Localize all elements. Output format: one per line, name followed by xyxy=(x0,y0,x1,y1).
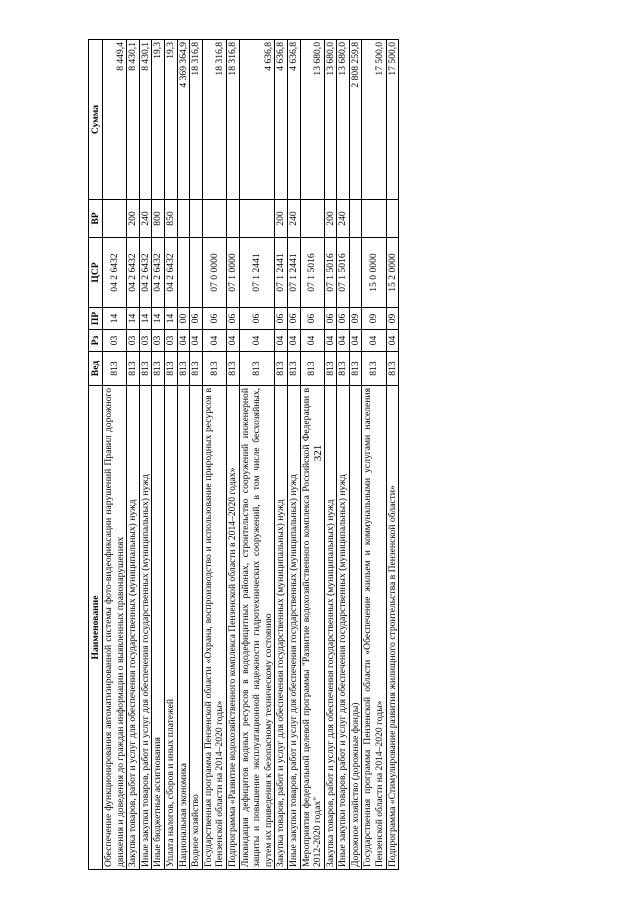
row-pr: 09 xyxy=(362,308,386,330)
row-pr: 14 xyxy=(139,308,152,330)
row-vr: 800 xyxy=(152,200,165,238)
row-pr: 06 xyxy=(337,308,350,330)
header-ved: Вед xyxy=(89,352,103,386)
row-sum: 18 316,8 xyxy=(202,40,226,200)
row-pr: 06 xyxy=(226,308,239,330)
row-rz: 04 xyxy=(190,330,203,352)
row-pr: 14 xyxy=(164,308,177,330)
row-ved: 813 xyxy=(324,352,337,386)
row-pr: 06 xyxy=(324,308,337,330)
row-csr xyxy=(190,238,203,308)
row-vr: 200 xyxy=(324,200,337,238)
row-rz: 04 xyxy=(386,330,399,352)
row-pr: 06 xyxy=(190,308,203,330)
row-csr: 07 1 2441 xyxy=(239,238,275,308)
row-csr: 15 2 0000 xyxy=(386,238,399,308)
row-rz: 04 xyxy=(349,330,362,352)
row-rz: 04 xyxy=(362,330,386,352)
row-pr: 09 xyxy=(386,308,399,330)
table-header-row xyxy=(89,40,103,870)
row-rz: 04 xyxy=(226,330,239,352)
header-name: Наименование xyxy=(89,386,103,870)
table-row xyxy=(362,40,386,870)
row-csr: 07 0 0000 xyxy=(202,238,226,308)
table-row xyxy=(103,40,127,870)
row-rz: 04 xyxy=(337,330,350,352)
row-name: Мероприятия федеральной целевой программы "Развитие водохозяйственного комплекса Российской Федерации в 2012-2020 годах" xyxy=(300,386,324,870)
row-ved: 813 xyxy=(349,352,362,386)
row-pr: 06 xyxy=(300,308,324,330)
row-csr: 07 1 2441 xyxy=(287,238,300,308)
row-csr xyxy=(349,238,362,308)
row-rz: 03 xyxy=(164,330,177,352)
table-row xyxy=(177,40,190,870)
table-row xyxy=(164,40,177,870)
row-pr: 09 xyxy=(349,308,362,330)
row-sum: 4 636,8 xyxy=(275,40,288,200)
row-vr xyxy=(226,200,239,238)
row-vr: 200 xyxy=(275,200,288,238)
row-ved: 813 xyxy=(190,352,203,386)
row-ved: 813 xyxy=(164,352,177,386)
row-vr: 240 xyxy=(337,200,350,238)
row-csr: 07 1 0000 xyxy=(226,238,239,308)
header-rz: Рз xyxy=(89,330,103,352)
row-name: Иные закупки товаров, работ и услуг для обеспечения государственных (муниципальных) нужд xyxy=(287,386,300,870)
row-ved: 813 xyxy=(239,352,275,386)
row-name: Ликвидация дефицитов водных ресурсов в вододефицитных районах, строительство сооружений инженерной защиты и повышение эксплуатационной надежности гидротехнических сооружений, в том числе бесхозяйных, путем их приведения к безопасному техническому состоянию xyxy=(239,386,275,870)
row-pr: 14 xyxy=(127,308,140,330)
budget-table xyxy=(88,39,399,870)
row-sum: 13 680,0 xyxy=(324,40,337,200)
row-vr xyxy=(190,200,203,238)
row-sum: 8 430,1 xyxy=(139,40,152,200)
page-number: 321 xyxy=(312,444,324,462)
row-sum: 2 808 259,8 xyxy=(349,40,362,200)
row-sum: 8 449,4 xyxy=(103,40,127,200)
row-ved: 813 xyxy=(386,352,399,386)
row-ved: 813 xyxy=(337,352,350,386)
row-name: Подпрограмма «Стимулирование развития жилищного строительства в Пензенской области» xyxy=(386,386,399,870)
row-ved: 813 xyxy=(152,352,165,386)
row-pr: 14 xyxy=(152,308,165,330)
row-name: Закупка товаров, работ и услуг для обеспечения государственных (муниципальных) нужд xyxy=(275,386,288,870)
row-sum: 4 369 364,9 xyxy=(177,40,190,200)
row-vr xyxy=(349,200,362,238)
row-vr xyxy=(239,200,275,238)
row-ved: 813 xyxy=(103,352,127,386)
row-csr: 07 1 5016 xyxy=(324,238,337,308)
row-name: Закупка товаров, работ и услуг для обеспечения государственных (муниципальных) нужд xyxy=(324,386,337,870)
row-vr xyxy=(300,200,324,238)
row-name: Национальная экономика xyxy=(177,386,190,870)
row-sum: 18 316,8 xyxy=(226,40,239,200)
row-pr: 00 xyxy=(177,308,190,330)
row-vr xyxy=(386,200,399,238)
table-row xyxy=(239,40,275,870)
row-rz: 04 xyxy=(300,330,324,352)
row-rz: 04 xyxy=(202,330,226,352)
row-ved: 813 xyxy=(287,352,300,386)
row-name: Государственная программа Пензенской области «Обеспечение жильем и коммунальными услугами населения Пензенской области на 2014–2020 годы» xyxy=(362,386,386,870)
row-sum: 4 636,8 xyxy=(239,40,275,200)
table-row xyxy=(349,40,362,870)
row-name: Обеспечение функционирования автоматизированной системы фото-видеофиксации нарушений Правил дорожного движения и доведения до граждан информации о выявленных правонарушениях xyxy=(103,386,127,870)
row-name: Водное хозяйство xyxy=(190,386,203,870)
row-rz: 03 xyxy=(103,330,127,352)
row-name: Уплата налогов, сборов и иных платежей xyxy=(164,386,177,870)
table-row xyxy=(324,40,337,870)
row-rz: 03 xyxy=(152,330,165,352)
row-csr: 04 2 6432 xyxy=(164,238,177,308)
row-rz: 04 xyxy=(287,330,300,352)
row-ved: 813 xyxy=(139,352,152,386)
row-csr: 07 1 5016 xyxy=(300,238,324,308)
row-csr: 04 2 6432 xyxy=(139,238,152,308)
row-csr: 15 0 0000 xyxy=(362,238,386,308)
table-body xyxy=(103,40,399,870)
row-pr: 06 xyxy=(239,308,275,330)
row-name: Иные закупки товаров, работ и услуг для обеспечения государственных (муниципальных) нужд xyxy=(139,386,152,870)
row-csr xyxy=(177,238,190,308)
row-csr: 04 2 6432 xyxy=(103,238,127,308)
row-rz: 03 xyxy=(127,330,140,352)
row-name: Дорожное хозяйство (дорожные фонды) xyxy=(349,386,362,870)
row-name: Подпрограмма «Развитие водохозяйственного комплекса Пензенской области в 2014–2020 годах» xyxy=(226,386,239,870)
row-sum: 8 430,1 xyxy=(127,40,140,200)
table-row xyxy=(287,40,300,870)
table-row xyxy=(190,40,203,870)
table-row xyxy=(275,40,288,870)
row-rz: 04 xyxy=(324,330,337,352)
row-csr: 04 2 6432 xyxy=(127,238,140,308)
row-sum: 13 680,0 xyxy=(337,40,350,200)
row-rz: 04 xyxy=(177,330,190,352)
row-ved: 813 xyxy=(300,352,324,386)
row-vr xyxy=(362,200,386,238)
row-pr: 14 xyxy=(103,308,127,330)
row-sum: 18 316,8 xyxy=(190,40,203,200)
row-csr: 07 1 5016 xyxy=(337,238,350,308)
row-rz: 04 xyxy=(239,330,275,352)
row-vr xyxy=(177,200,190,238)
row-name: Иные закупки товаров, работ и услуг для обеспечения государственных (муниципальных) нужд xyxy=(337,386,350,870)
row-csr: 07 1 2441 xyxy=(275,238,288,308)
row-name: Закупка товаров, работ и услуг для обеспечения государственных (муниципальных) нужд xyxy=(127,386,140,870)
table-row xyxy=(127,40,140,870)
row-ved: 813 xyxy=(275,352,288,386)
row-rz: 04 xyxy=(275,330,288,352)
table-row xyxy=(202,40,226,870)
row-pr: 06 xyxy=(287,308,300,330)
row-ved: 813 xyxy=(127,352,140,386)
row-vr: 200 xyxy=(127,200,140,238)
row-vr: 240 xyxy=(287,200,300,238)
row-csr: 04 2 6432 xyxy=(152,238,165,308)
row-name: Иные бюджетные ассигнования xyxy=(152,386,165,870)
row-vr: 850 xyxy=(164,200,177,238)
row-name: Государственная программа Пензенской области «Охрана, воспроизводство и использование природных ресурсов в Пензенской области на 2014–2020 годы» xyxy=(202,386,226,870)
row-vr xyxy=(202,200,226,238)
row-ved: 813 xyxy=(226,352,239,386)
row-rz: 03 xyxy=(139,330,152,352)
header-csr: ЦСР xyxy=(89,238,103,308)
row-pr: 06 xyxy=(275,308,288,330)
row-vr: 240 xyxy=(139,200,152,238)
row-sum: 17 500,0 xyxy=(386,40,399,200)
row-sum: 13 680,0 xyxy=(300,40,324,200)
row-ved: 813 xyxy=(362,352,386,386)
header-sum: Сумма xyxy=(89,40,103,200)
row-ved: 813 xyxy=(202,352,226,386)
table-row xyxy=(152,40,165,870)
rotated-table-container xyxy=(88,40,558,870)
row-ved: 813 xyxy=(177,352,190,386)
row-vr xyxy=(103,200,127,238)
row-sum: 17 500,0 xyxy=(362,40,386,200)
table-row xyxy=(337,40,350,870)
header-pr: ПР xyxy=(89,308,103,330)
header-vr: ВР xyxy=(89,200,103,238)
table-row xyxy=(386,40,399,870)
row-sum: 19,3 xyxy=(164,40,177,200)
row-sum: 19,3 xyxy=(152,40,165,200)
row-pr: 06 xyxy=(202,308,226,330)
table-row xyxy=(226,40,239,870)
table-row xyxy=(139,40,152,870)
table-row xyxy=(300,40,324,870)
row-sum: 4 636,8 xyxy=(287,40,300,200)
